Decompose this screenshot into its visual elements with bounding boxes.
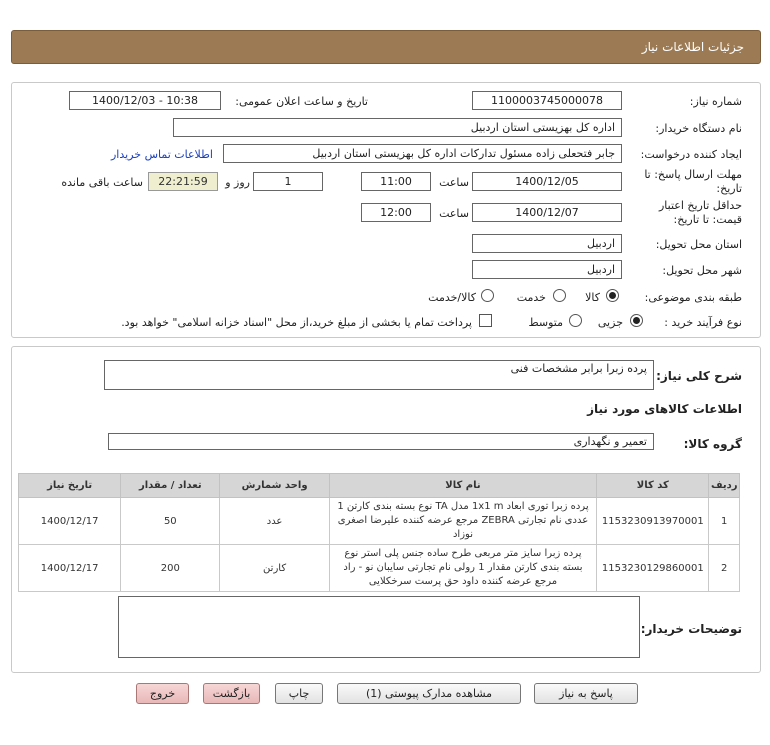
announce-field: 1400/12/03 - 10:38: [69, 91, 221, 110]
general-desc-label: شرح کلی نیاز:: [656, 369, 742, 383]
creator-field: جابر فتحعلی زاده مسئول تدارکات اداره کل بهزیستی استان اردبیل: [223, 144, 622, 163]
exit-button[interactable]: خروج: [136, 683, 189, 704]
deadline-time-field: 11:00: [361, 172, 431, 191]
province-label: استان محل تحویل:: [655, 238, 742, 251]
buyer-notes-label: توضیحات خریدار:: [640, 622, 742, 636]
category-radio-service[interactable]: [553, 289, 566, 302]
need-number-field: 1100003745000078: [472, 91, 622, 110]
process-option-minor: جزیی: [597, 316, 623, 329]
cell-date: 1400/12/17: [19, 498, 121, 545]
process-radio-medium[interactable]: [569, 314, 582, 327]
col-header-qty: تعداد / مقدار: [121, 474, 220, 498]
remaining-time-field: 22:21:59: [148, 172, 218, 191]
days-field: 1: [253, 172, 323, 191]
cell-qty: 200: [121, 545, 220, 592]
process-option-medium: متوسط: [528, 316, 563, 329]
col-header-row: ردیف: [709, 474, 740, 498]
days-label: روز و: [225, 176, 250, 189]
table-row: [19, 545, 740, 592]
province-field: اردبیل: [472, 234, 622, 253]
buyer-org-label: نام دستگاه خریدار:: [655, 122, 742, 135]
creator-label: ایجاد کننده درخواست:: [640, 148, 742, 161]
back-button[interactable]: بازگشت: [203, 683, 260, 704]
attachments-button[interactable]: مشاهده مدارک پیوستی (1): [337, 683, 521, 704]
buyer-contact-link[interactable]: اطلاعات تماس خریدار: [111, 148, 213, 161]
cell-code: 1153230913970001: [597, 498, 709, 545]
category-label: طبقه بندی موضوعی:: [644, 291, 742, 304]
cell-unit: عدد: [220, 498, 329, 545]
validity-time-field: 12:00: [361, 203, 431, 222]
process-radio-minor[interactable]: [630, 314, 643, 327]
cell-date: 1400/12/17: [19, 545, 121, 592]
cell-row: 1: [709, 498, 740, 545]
treasury-payment-note: پرداخت تمام یا بخشی از مبلغ خرید،از محل "اسناد خزانه اسلامی" خواهد بود.: [121, 316, 472, 329]
col-header-code: کد کالا: [597, 474, 709, 498]
goods-group-field: تعمیر و نگهداری: [108, 433, 654, 450]
validity-date-field: 1400/12/07: [472, 203, 622, 222]
page-header: [11, 30, 761, 64]
announce-label: تاریخ و ساعت اعلان عمومی:: [235, 95, 368, 108]
deadline-date-field: 1400/12/05: [472, 172, 622, 191]
category-radio-goods[interactable]: [606, 289, 619, 302]
deadline-time-label: ساعت: [439, 176, 469, 189]
category-option-goods: کالا: [585, 291, 600, 304]
col-header-date: تاریخ نیاز: [19, 474, 121, 498]
need-number-label: شماره نیاز:: [689, 95, 742, 108]
city-field: اردبیل: [472, 260, 622, 279]
goods-group-label: گروه کالا:: [683, 437, 742, 451]
print-button[interactable]: چاپ: [275, 683, 323, 704]
category-option-service: خدمت: [516, 291, 546, 304]
goods-table: [18, 473, 740, 592]
cell-code: 1153230129860001: [597, 545, 709, 592]
table-header-row: [19, 474, 740, 498]
treasury-payment-checkbox[interactable]: [479, 314, 492, 327]
page-title: جزئیات اطلاعات نیاز: [641, 40, 744, 54]
cell-unit: کارتن: [220, 545, 329, 592]
buyer-org-field: اداره کل بهزیستی استان اردبیل: [173, 118, 622, 137]
validity-time-label: ساعت: [439, 207, 469, 220]
validity-label: حداقل تاریخ اعتبار قیمت: تا تاریخ:: [658, 199, 742, 226]
category-option-both: کالا/خدمت: [428, 291, 476, 304]
goods-info-title: اطلاعات کالاهای مورد نیاز: [587, 402, 742, 416]
remaining-label: ساعت باقی مانده: [61, 176, 143, 189]
deadline-label: مهلت ارسال پاسخ: تا تاریخ:: [644, 168, 742, 195]
col-header-unit: واحد شمارش: [220, 474, 329, 498]
process-label: نوع فرآیند خرید :: [664, 316, 742, 329]
cell-row: 2: [709, 545, 740, 592]
city-label: شهر محل تحویل:: [662, 264, 742, 277]
cell-qty: 50: [121, 498, 220, 545]
col-header-name: نام کالا: [329, 474, 596, 498]
general-desc-field: پرده زبرا برابر مشخصات فنی: [104, 360, 654, 390]
cell-name: پرده زبرا توری ابعاد 1x1 m مدل TA نوع بسته بندی کارتن 1 عددی نام تجارتی ZEBRA مرجع عرضه کننده علیرضا اصغری نوزاد: [329, 498, 596, 545]
table-row: [19, 498, 740, 545]
buyer-notes-field: [118, 596, 640, 658]
reply-button[interactable]: پاسخ به نیاز: [534, 683, 638, 704]
category-radio-both[interactable]: [481, 289, 494, 302]
cell-name: پرده زبرا سایز متر مربعی طرح ساده جنس پلی استر نوع بسته بندی کارتن مقدار 1 رولی نام تجارتی سایبان نو - راد مرجع عرضه کننده داود حق پرست سرخکلایی: [329, 545, 596, 592]
